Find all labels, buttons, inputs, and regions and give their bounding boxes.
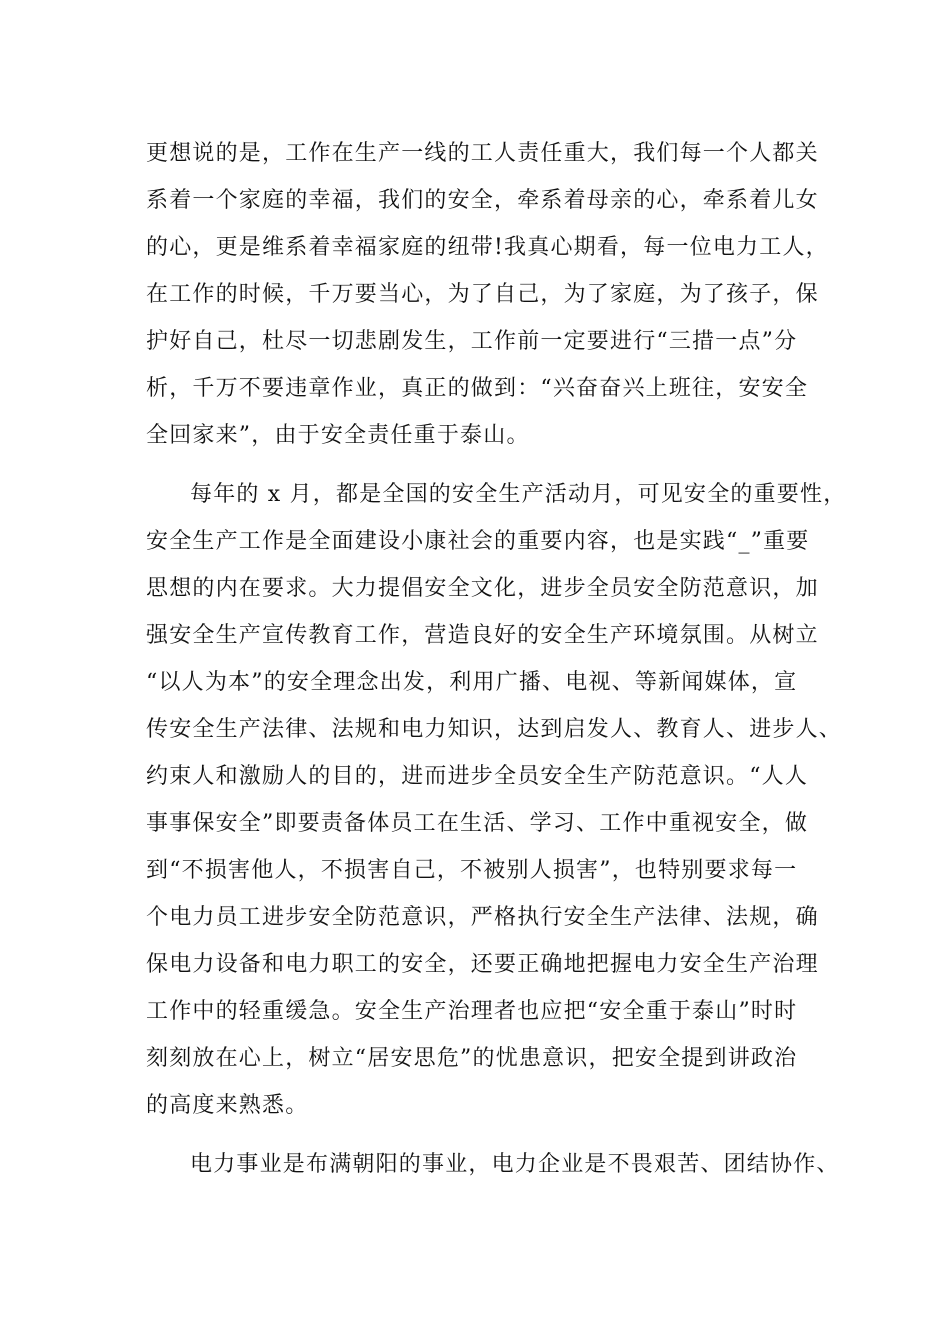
paragraph-3 (146, 1141, 840, 1188)
text-line: 系着一个家庭的幸福，我们的安全，牵系着母亲的心，牵系着儿女 (146, 188, 819, 213)
paragraph-1 (146, 130, 829, 459)
paragraph-gap (146, 1129, 826, 1141)
paragraph-gap (146, 459, 826, 471)
text-line: 护好自己，杜尽一切悲剧发生，工作前一定要进行“三措一点”分 (146, 329, 798, 354)
text-line: 到“不损害他人，不损害自己，不被别人损害”，也特别要求每一 (146, 858, 798, 883)
text-line: 传安全生产法律、法规和电力知识，达到启发人、教育人、进步人、 (146, 717, 843, 742)
document-body (146, 130, 847, 1188)
text-line: 在工作的时候，千万要当心，为了自己，为了家庭，为了孩子，保 (146, 282, 819, 307)
paragraph-2 (146, 471, 847, 1129)
text-line: “以人为本”的安全理念出发，利用广播、电视、等新闻媒体，宣 (146, 670, 798, 695)
text-line: 安全生产工作是全面建设小康社会的重要内容，也是实践“_”重要 (146, 529, 810, 554)
text-line: 个电力员工进步安全防范意识，严格执行安全生产法律、法规，确 (146, 905, 819, 930)
text-line: 约束人和激励人的目的，进而进步全员安全生产防范意识。“人人 (146, 764, 809, 789)
text-line: 更想说的是，工作在生产一线的工人责任重大，我们每一个人都关 (146, 141, 819, 166)
text-line: 全回家来”，由于安全责任重于泰山。 (146, 423, 530, 448)
text-line: 电力事业是布满朝阳的事业，电力企业是不畏艰苦、团结协作、 (190, 1152, 840, 1177)
text-line: 强安全生产宣传教育工作，营造良好的安全生产环境氛围。从树立 (146, 623, 819, 648)
text-line: 每年的 x 月，都是全国的安全生产活动月，可见安全的重要性， (190, 482, 847, 507)
text-line: 析，千万不要违章作业，真正的做到：“兴奋奋兴上班往，安安全 (146, 376, 809, 401)
text-line: 事事保安全”即要责备体员工在生活、学习、工作中重视安全，做 (146, 811, 809, 836)
text-line: 工作中的轻重缓急。安全生产治理者也应把“安全重于泰山”时时 (146, 999, 798, 1024)
text-line: 的心，更是维系着幸福家庭的纽带!我真心期看，每一位电力工人， (146, 235, 829, 260)
text-line: 刻刻放在心上，树立“居安思危”的忧患意识，把安全提到讲政治 (146, 1046, 798, 1071)
text-line: 保电力设备和电力职工的安全，还要正确地把握电力安全生产治理 (146, 952, 819, 977)
text-line: 思想的内在要求。大力提倡安全文化，进步全员安全防范意识，加 (146, 576, 819, 601)
text-line: 的高度来熟悉。 (146, 1093, 309, 1118)
